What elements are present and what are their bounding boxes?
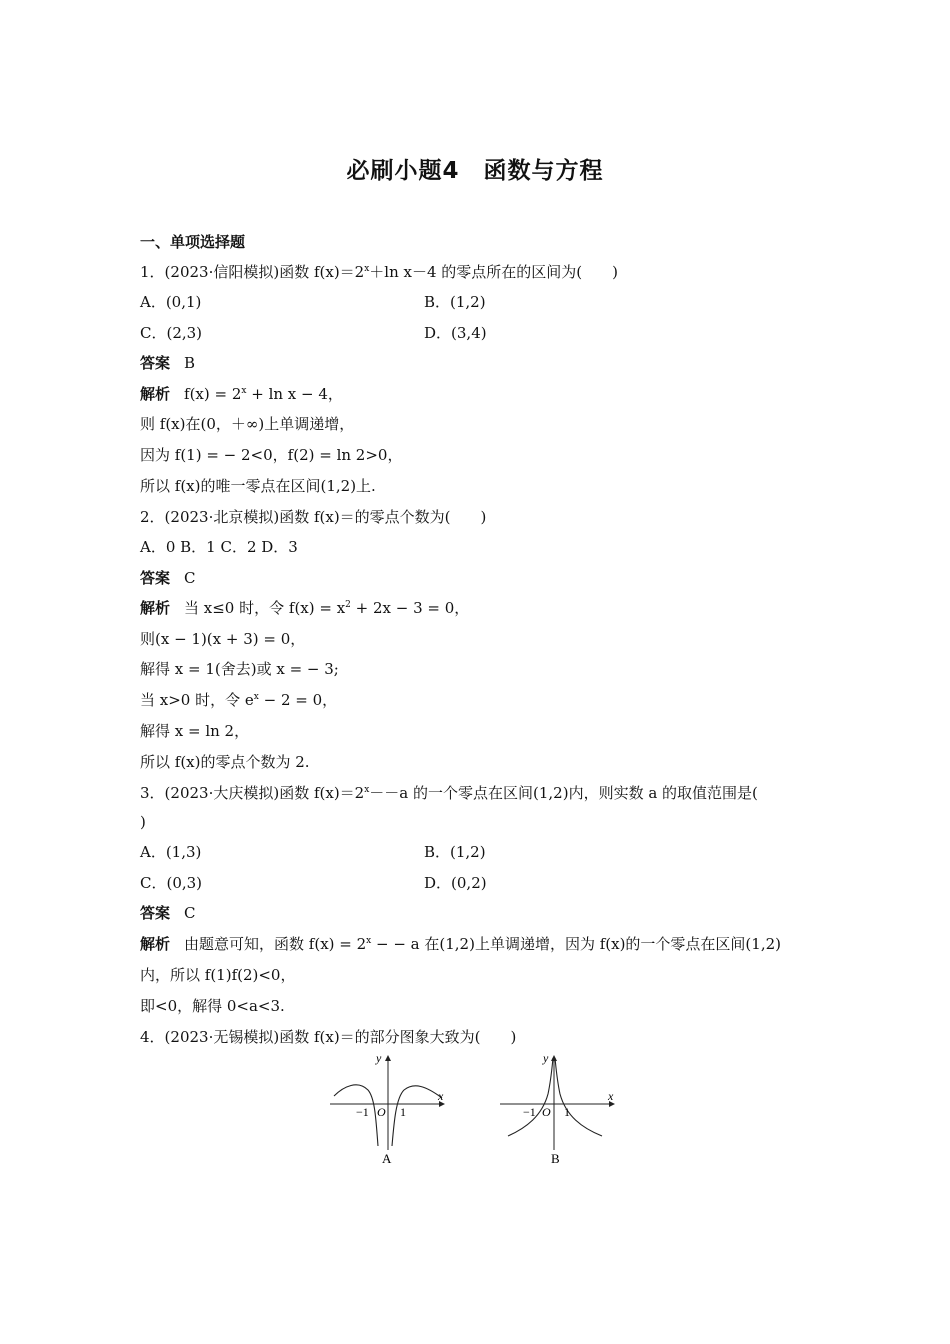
q2-options: A．0 B．1 C．2 D．3: [140, 538, 298, 556]
graph-label-b: B: [551, 1151, 560, 1166]
origin-label: O: [377, 1105, 386, 1119]
axis-label-x: x: [438, 1089, 444, 1103]
q2-solution-line-5: 解得 x = ln 2，: [140, 722, 250, 740]
q2-solution-line-3: 解得 x = 1(舍去)或 x = − 3;: [140, 660, 339, 678]
q3-solution-line-2: 内，所以 f(1)f(2)<0，: [140, 966, 296, 984]
q2-solution-line-4: 当 x>0 时，令 $e^x - 2 = 0$，: [140, 691, 338, 709]
q1-option-d: D．(3,4): [424, 324, 487, 342]
section-heading: 一、单项选择题: [140, 233, 246, 251]
q3-option-d: D．(0,2): [424, 874, 487, 892]
axis-label-y: y: [543, 1051, 549, 1065]
q1-solution-line-2: 则 f(x)在(0，＋∞)上单调递增，: [140, 415, 355, 433]
q2-solution-line-6: 所以 f(x)的零点个数为 2.: [140, 753, 310, 771]
axis-label-y: y: [376, 1051, 382, 1065]
tick-label-one: 1: [564, 1105, 570, 1119]
q1-option-b: B．(1,2): [424, 293, 486, 311]
q3-option-b: B．(1,2): [424, 843, 486, 861]
q2-solution-line-2: 则(x − 1)(x + 3) = 0，: [140, 630, 306, 648]
q3-stem: 3．(2023·大庆模拟)函数 $f(x)=2^x--a$ 的一个零点在区间(1,2)内，则实数 a 的取值范围是(: [140, 784, 758, 802]
q3-solution-line-1: 解析 由题意可知，函数 $f(x) = 2^x$ − − a 在(1,2)上单调递增，因为 f(x)的一个零点在区间(1,2): [140, 935, 781, 953]
page-title: 必刷小题4 函数与方程: [346, 158, 604, 184]
origin-label: O: [542, 1105, 551, 1119]
q1-solution-line-3: 因为 f(1) = − 2<0，f(2) = ln 2>0，: [140, 446, 403, 464]
q1-option-c: C．(2,3): [140, 324, 203, 342]
graph-option-a: [326, 1050, 450, 1172]
q3-option-a: A．(1,3): [140, 843, 202, 861]
q4-stem: 4．(2023·无锡模拟)函数 f(x)＝的部分图象大致为( ): [140, 1028, 517, 1046]
q3-solution-line-3: 即<0，解得 0<a<3.: [140, 997, 285, 1015]
tick-label-one: 1: [400, 1105, 406, 1119]
graph-option-b: [496, 1050, 620, 1172]
curve-left: [508, 1058, 553, 1136]
q1-stem: 1．(2023·信阳模拟)函数 $f(x)=2^x+\ln$ x－4 的零点所在的区间为( ): [140, 263, 618, 281]
q3-option-c: C．(0,3): [140, 874, 203, 892]
tick-label-neg-one: −1: [356, 1105, 369, 1119]
q3-stem-continued: ): [140, 813, 146, 831]
tick-label-neg-one: −1: [523, 1105, 536, 1119]
axis-label-x: x: [608, 1089, 614, 1103]
q2-stem: 2．(2023·北京模拟)函数 f(x)＝的零点个数为( ): [140, 508, 487, 526]
graph-label-a: A: [382, 1151, 392, 1166]
q1-answer: 答案 B: [140, 354, 196, 372]
q1-option-a: A．(0,1): [140, 293, 202, 311]
q3-answer: 答案 C: [140, 904, 196, 922]
q2-answer: 答案 C: [140, 569, 196, 587]
curve-right: [555, 1058, 602, 1136]
q2-solution-line-1: 解析 当 x≤0 时，令 $f(x) = x^2 + 2x - 3 = 0$，: [140, 599, 470, 617]
q1-solution-line-4: 所以 f(x)的唯一零点在区间(1,2)上.: [140, 477, 376, 495]
q1-solution-line-1: 解析 $f(x) = 2^x + \ln x - 4$，: [140, 385, 343, 403]
